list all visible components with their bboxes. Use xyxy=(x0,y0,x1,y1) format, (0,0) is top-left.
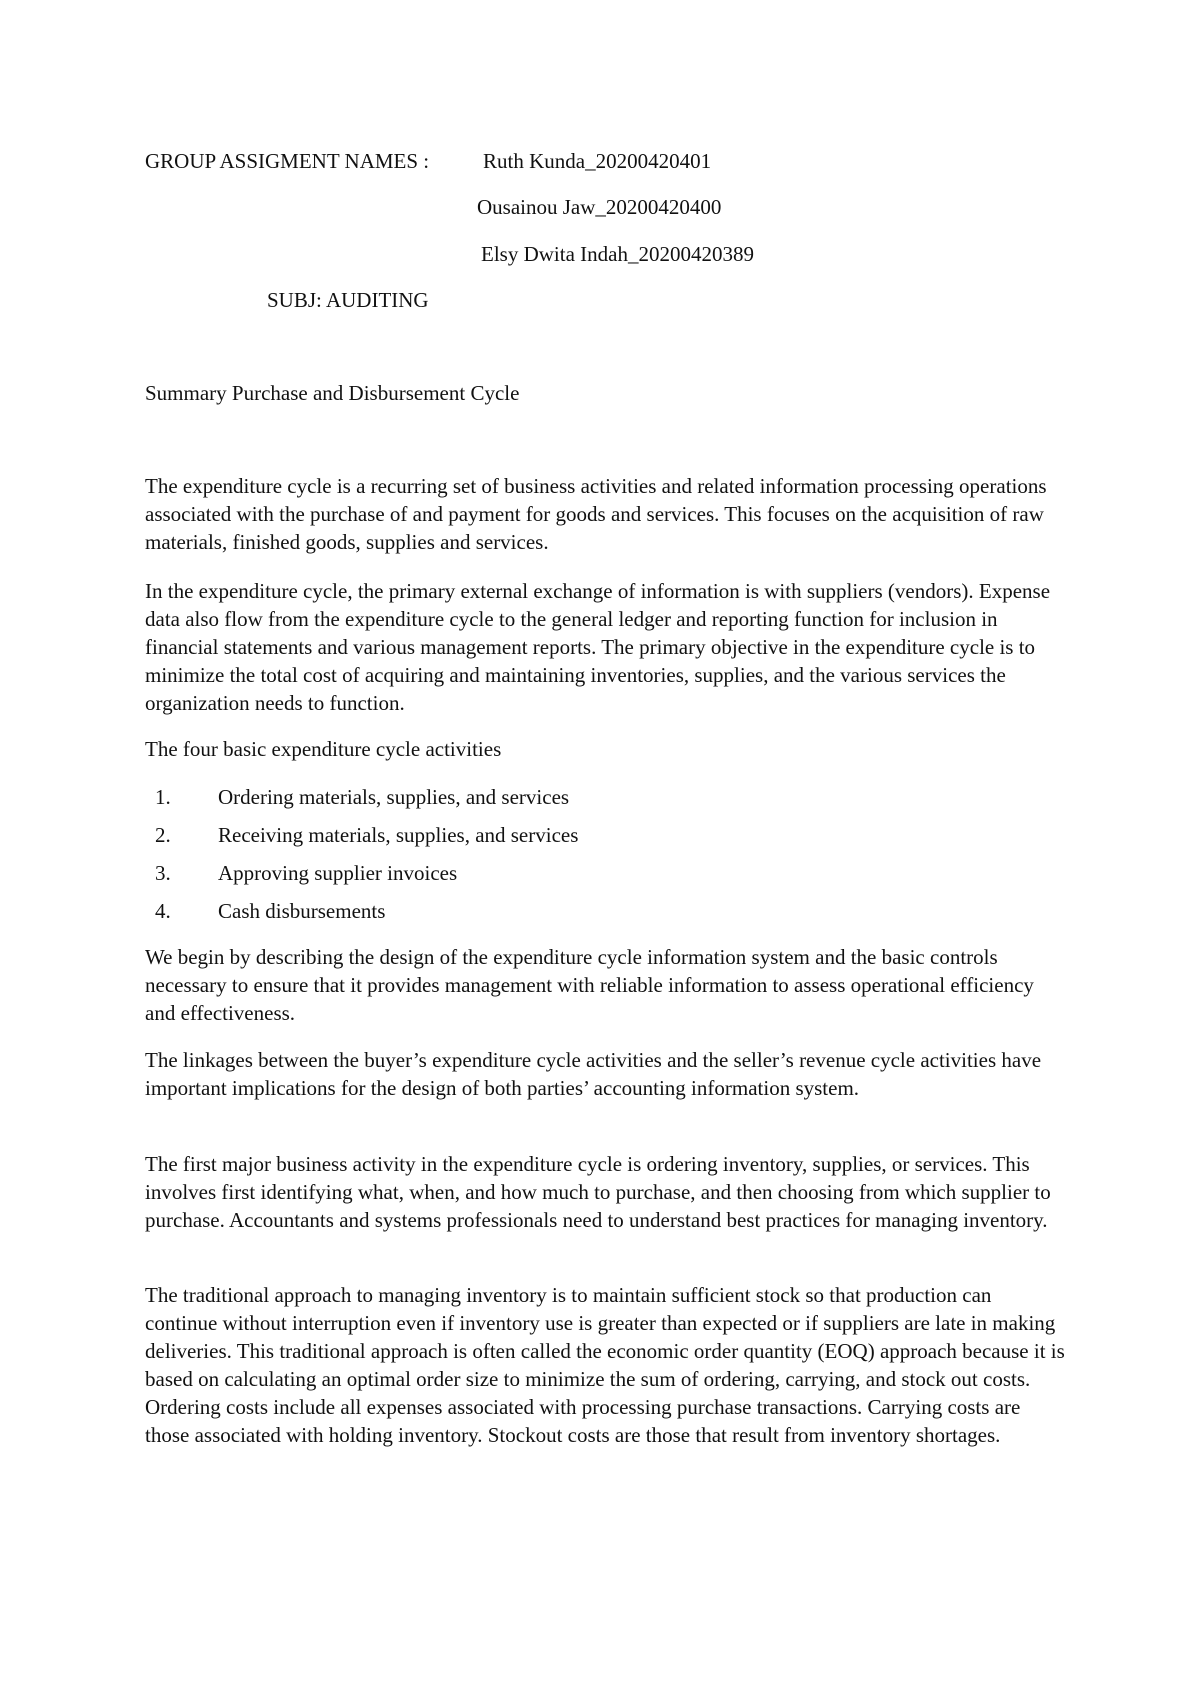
paragraph-1: The expenditure cycle is a recurring set of business activities and related information processing operations associated with the purchase of and payment for goods and services. This focuses on the acquisition of raw materials, finished goods, supplies and services. xyxy=(145,474,1047,554)
page-title: Summary Purchase and Disbursement Cycle xyxy=(145,381,520,405)
list-item xyxy=(145,859,1045,887)
list-item-number: 1. xyxy=(155,785,171,809)
activities-intro: The four basic expenditure cycle activities xyxy=(145,737,502,761)
group-label: GROUP ASSIGMENT NAMES : xyxy=(145,149,430,173)
list-item xyxy=(145,897,1045,925)
list-item-text: Receiving materials, supplies, and services xyxy=(218,823,579,847)
paragraph-3: We begin by describing the design of the expenditure cycle information system and the basic controls necessary to ensure that it provides management with reliable information to assess operational efficiency and effectiveness. xyxy=(145,945,1034,1025)
member-name-3: Elsy Dwita Indah_20200420389 xyxy=(481,242,754,266)
list-item-text: Cash disbursements xyxy=(218,899,386,923)
list-item xyxy=(145,821,1045,849)
list-item-text: Approving supplier invoices xyxy=(218,861,458,885)
member-name-2: Ousainou Jaw_20200420400 xyxy=(477,195,722,219)
list-item xyxy=(145,783,1045,811)
paragraph-6: The traditional approach to managing inventory is to maintain sufficient stock so that production can continue without interruption even if inventory use is greater than expected or if suppliers are late in making deliveries. This traditional approach is often called the economic order quantity (EOQ) approach because it is based on calculating an optimal order size to minimize the sum of ordering, carrying, and stock out costs. Ordering costs include all expenses associated with processing purchase transactions. Carrying costs are those associated with holding inventory. Stockout costs are those that result from inventory shortages. xyxy=(145,1283,1065,1447)
list-item-number: 3. xyxy=(155,861,171,885)
paragraph-5: The first major business activity in the expenditure cycle is ordering inventory, supplies, or services. This involves first identifying what, when, and how much to purchase, and then choosing from which supplier to purchase. Accountants and systems professionals need to understand best practices for managing inventory. xyxy=(145,1152,1051,1232)
list-item-number: 4. xyxy=(155,899,171,923)
list-item-number: 2. xyxy=(155,823,171,847)
subject-line: SUBJ: AUDITING xyxy=(267,288,429,312)
list-item-text: Ordering materials, supplies, and services xyxy=(218,785,570,809)
paragraph-4: The linkages between the buyer’s expenditure cycle activities and the seller’s revenue cycle activities have important implications for the design of both parties’ accounting information system. xyxy=(145,1048,1042,1100)
member-name-1: Ruth Kunda_20200420401 xyxy=(483,149,712,173)
paragraph-2: In the expenditure cycle, the primary external exchange of information is with suppliers (vendors). Expense data also flow from the expenditure cycle to the general ledger and reporting function for inclusion in financial statements and various management reports. The primary objective in the expenditure cycle is to minimize the total cost of acquiring and maintaining inventories, supplies, and the various services the organization needs to function. xyxy=(145,579,1051,715)
